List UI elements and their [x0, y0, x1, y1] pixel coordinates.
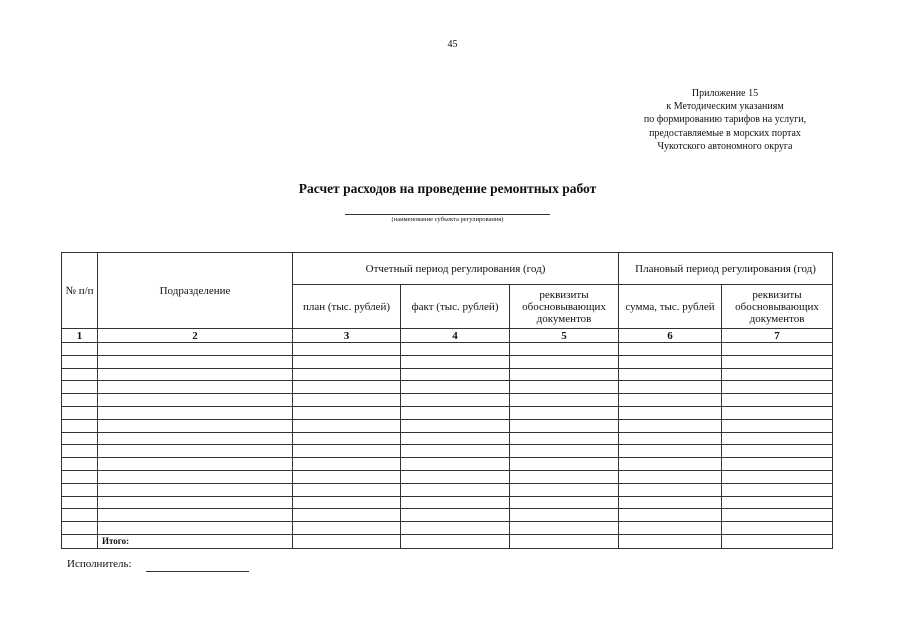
table-cell[interactable] [98, 458, 293, 471]
table-cell[interactable] [619, 419, 722, 432]
total-cell[interactable] [619, 534, 722, 548]
table-cell[interactable] [293, 496, 401, 509]
table-cell[interactable] [401, 509, 510, 522]
table-cell[interactable] [98, 496, 293, 509]
header-plan: план (тыс. рублей) [293, 285, 401, 329]
table-cell[interactable] [722, 368, 833, 381]
header-number: № п/п [62, 253, 98, 329]
subject-name-line [345, 214, 550, 215]
total-label: Итого: [98, 534, 293, 548]
table-cell[interactable] [722, 522, 833, 535]
table-cell[interactable] [98, 432, 293, 445]
total-row [62, 534, 833, 548]
table-cell[interactable] [401, 496, 510, 509]
table-cell[interactable] [98, 509, 293, 522]
table-cell[interactable] [62, 406, 98, 419]
executor-label: Исполнитель: [67, 558, 132, 570]
table-row [62, 458, 833, 471]
total-cell[interactable] [62, 534, 98, 548]
table-cell[interactable] [62, 419, 98, 432]
table-row [62, 368, 833, 381]
table-row [62, 419, 833, 432]
table-cell[interactable] [62, 343, 98, 356]
table-cell[interactable] [293, 470, 401, 483]
column-number: 4 [401, 329, 510, 343]
table-cell[interactable] [510, 368, 619, 381]
table-cell[interactable] [293, 381, 401, 394]
table-cell[interactable] [722, 419, 833, 432]
header-fact: факт (тыс. рублей) [401, 285, 510, 329]
table-row [62, 483, 833, 496]
table-cell[interactable] [401, 522, 510, 535]
table-cell[interactable] [62, 355, 98, 368]
appendix-line: Приложение 15 [691, 88, 759, 99]
table-cell[interactable] [619, 496, 722, 509]
table-cell[interactable] [510, 470, 619, 483]
table-cell[interactable] [401, 381, 510, 394]
expenses-table [61, 252, 833, 549]
table-cell[interactable] [293, 458, 401, 471]
header-docs-reporting: реквизиты обосновывающих документов [510, 285, 619, 329]
column-number: 3 [293, 329, 401, 343]
table-cell[interactable] [401, 470, 510, 483]
table-cell[interactable] [722, 509, 833, 522]
table-cell[interactable] [510, 419, 619, 432]
table-cell[interactable] [98, 394, 293, 407]
header-division: Подразделение [98, 253, 293, 329]
table-row [62, 355, 833, 368]
table-cell[interactable] [293, 432, 401, 445]
table-cell[interactable] [401, 432, 510, 445]
table-cell[interactable] [62, 381, 98, 394]
table-cell[interactable] [619, 343, 722, 356]
table-cell[interactable] [722, 483, 833, 496]
total-cell[interactable] [401, 534, 510, 548]
table-cell[interactable] [293, 445, 401, 458]
table-cell[interactable] [510, 343, 619, 356]
column-number: 7 [722, 329, 833, 343]
document-title: Расчет расходов на проведение ремонтных работ [298, 181, 597, 196]
table-cell[interactable] [619, 470, 722, 483]
table-cell[interactable] [619, 368, 722, 381]
table-cell[interactable] [510, 406, 619, 419]
table-row [62, 470, 833, 483]
table-cell[interactable] [722, 343, 833, 356]
table-cell[interactable] [62, 509, 98, 522]
table-cell[interactable] [62, 445, 98, 458]
table-cell[interactable] [510, 355, 619, 368]
table-cell[interactable] [510, 509, 619, 522]
table-cell[interactable] [98, 355, 293, 368]
table-cell[interactable] [619, 483, 722, 496]
table-cell[interactable] [619, 394, 722, 407]
table-cell[interactable] [62, 368, 98, 381]
table-cell[interactable] [98, 406, 293, 419]
header-sum: сумма, тыс. рублей [619, 285, 722, 329]
table-cell[interactable] [293, 394, 401, 407]
table-cell[interactable] [293, 343, 401, 356]
table-cell[interactable] [62, 496, 98, 509]
table-cell[interactable] [98, 419, 293, 432]
table-cell[interactable] [62, 470, 98, 483]
table-cell[interactable] [619, 445, 722, 458]
table-cell[interactable] [510, 496, 619, 509]
table-cell[interactable] [722, 458, 833, 471]
table-cell[interactable] [293, 368, 401, 381]
table-cell[interactable] [293, 522, 401, 535]
table-cell[interactable] [293, 355, 401, 368]
table-cell[interactable] [401, 355, 510, 368]
executor-signature-line[interactable] [146, 571, 249, 572]
table-cell[interactable] [98, 522, 293, 535]
table-cell[interactable] [722, 432, 833, 445]
table-cell[interactable] [722, 496, 833, 509]
header-docs-planned: реквизиты обосновывающих документов [722, 285, 833, 329]
table-cell[interactable] [722, 394, 833, 407]
table-cell[interactable] [619, 432, 722, 445]
total-cell[interactable] [510, 534, 619, 548]
table-cell[interactable] [722, 470, 833, 483]
table-cell[interactable] [98, 470, 293, 483]
subject-name-caption: (наименование субъекта регулирования) [391, 216, 504, 223]
appendix-line: Чукотского автономного округа [657, 140, 793, 152]
table-cell[interactable] [510, 483, 619, 496]
table-row [62, 509, 833, 522]
appendix-line: по формированию тарифов на услуги, [643, 114, 807, 126]
page-number: 45 [447, 39, 458, 50]
table-cell[interactable] [98, 368, 293, 381]
table-cell[interactable] [619, 406, 722, 419]
table-cell[interactable] [510, 432, 619, 445]
table-cell[interactable] [98, 445, 293, 458]
table-cell[interactable] [401, 419, 510, 432]
table-cell[interactable] [401, 483, 510, 496]
table-cell[interactable] [401, 458, 510, 471]
table-cell[interactable] [510, 445, 619, 458]
table-cell[interactable] [510, 381, 619, 394]
column-number: 6 [619, 329, 722, 343]
table-cell[interactable] [722, 355, 833, 368]
table-cell[interactable] [619, 522, 722, 535]
table-cell[interactable] [510, 522, 619, 535]
table-cell[interactable] [62, 483, 98, 496]
table-cell[interactable] [293, 483, 401, 496]
table-row [62, 381, 833, 394]
table-cell[interactable] [722, 381, 833, 394]
table-cell[interactable] [401, 368, 510, 381]
table-cell[interactable] [722, 445, 833, 458]
appendix-line: к Методическим указаниям [666, 101, 784, 113]
table-cell[interactable] [62, 432, 98, 445]
column-number: 2 [98, 329, 293, 343]
table-cell[interactable] [619, 458, 722, 471]
table-cell[interactable] [98, 343, 293, 356]
table-row [62, 445, 833, 458]
total-cell[interactable] [722, 534, 833, 548]
table-row [62, 432, 833, 445]
appendix-block [600, 87, 850, 153]
table-cell[interactable] [293, 419, 401, 432]
table-row [62, 394, 833, 407]
table-cell[interactable] [98, 483, 293, 496]
table-row [62, 522, 833, 535]
table-row [62, 496, 833, 509]
table-cell[interactable] [98, 381, 293, 394]
column-number: 1 [62, 329, 98, 343]
table-cell[interactable] [510, 458, 619, 471]
header-planned-period: Плановый период регулирования (год) [619, 253, 833, 285]
table-cell[interactable] [722, 406, 833, 419]
table-cell[interactable] [62, 458, 98, 471]
table-cell[interactable] [401, 406, 510, 419]
table-cell[interactable] [619, 509, 722, 522]
table-row [62, 343, 833, 356]
table-cell[interactable] [510, 394, 619, 407]
table-cell[interactable] [62, 394, 98, 407]
appendix-line: предоставляемые в морских портах [649, 127, 801, 139]
table-cell[interactable] [62, 522, 98, 535]
table-cell[interactable] [401, 445, 510, 458]
table-cell[interactable] [293, 406, 401, 419]
table-row [62, 406, 833, 419]
table-cell[interactable] [619, 381, 722, 394]
column-number: 5 [510, 329, 619, 343]
table-cell[interactable] [401, 343, 510, 356]
table-cell[interactable] [293, 509, 401, 522]
table-cell[interactable] [619, 355, 722, 368]
table-cell[interactable] [401, 394, 510, 407]
total-cell[interactable] [293, 534, 401, 548]
header-reporting-period: Отчетный период регулирования (год) [293, 253, 619, 285]
